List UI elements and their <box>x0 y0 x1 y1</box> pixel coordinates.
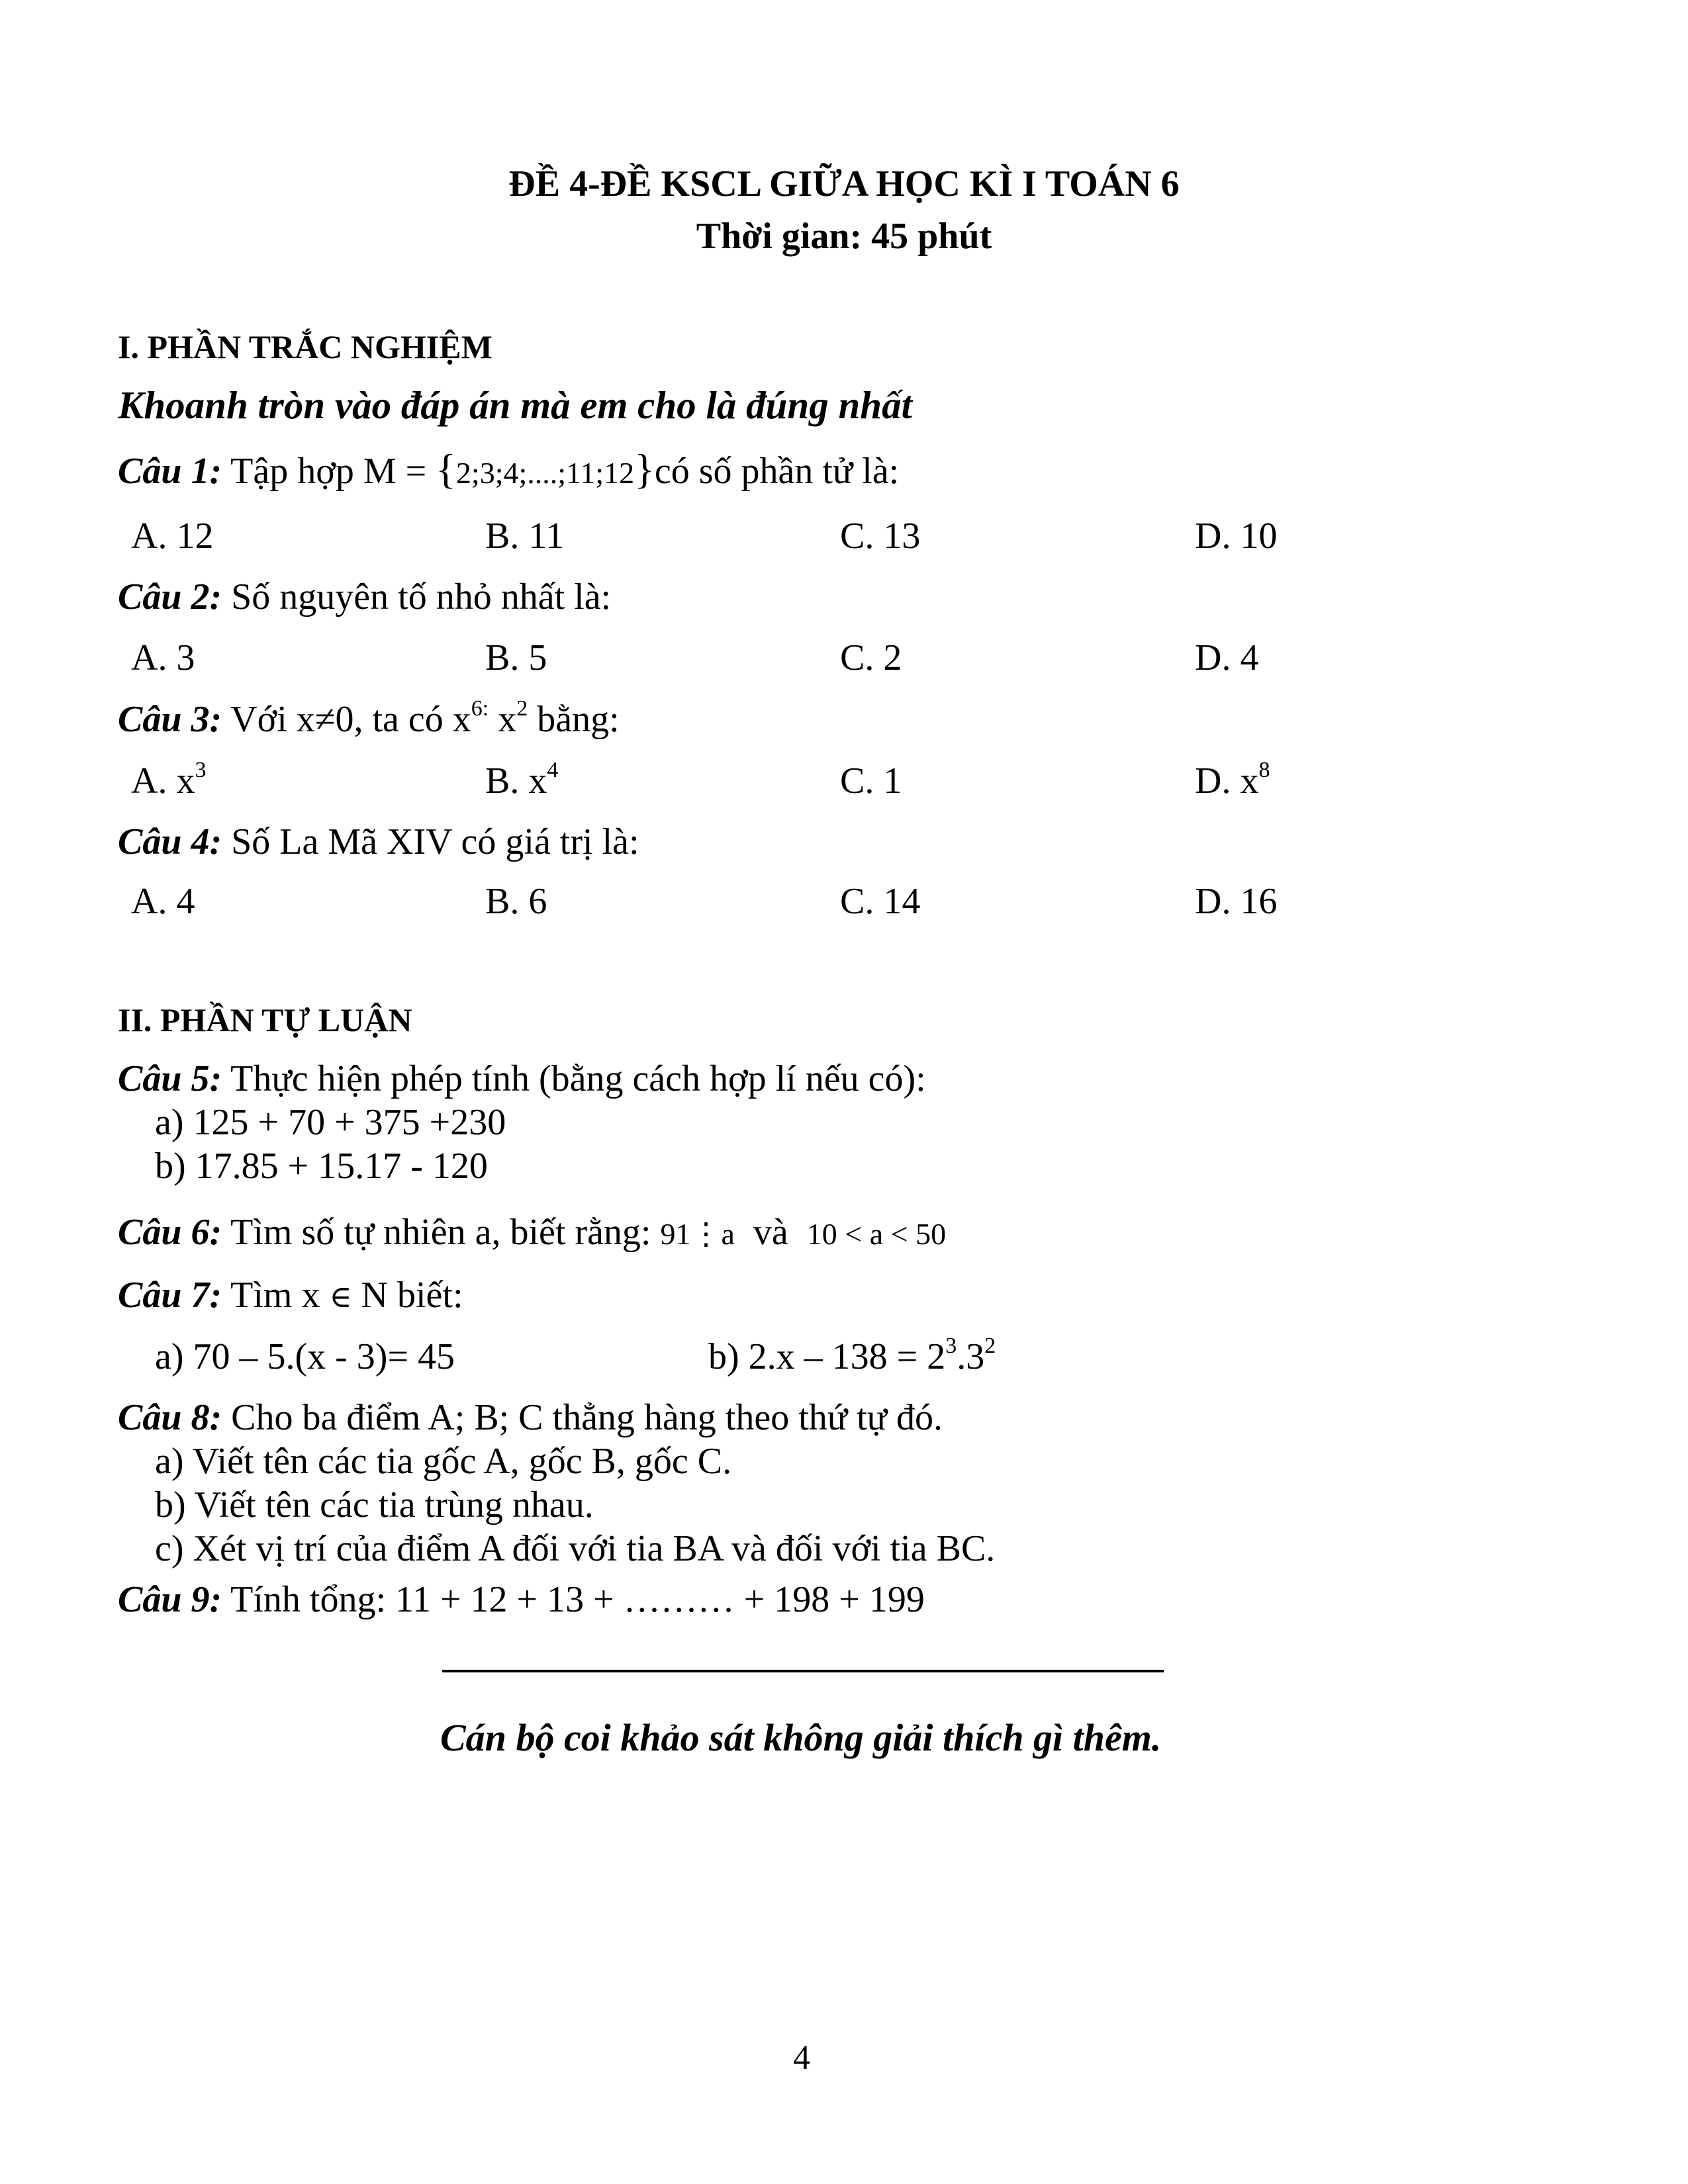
question-1: Câu 1: Tập hợp M = {2;3;4;....;11;12}có số phần tử là: <box>118 445 900 492</box>
option-b[interactable]: B. $x^4$ <box>485 758 559 801</box>
question-7-part-a: a) 70 – 5.(x - 3)= 45 <box>155 1336 455 1377</box>
footer-note: Cán bộ coi khảo sát không giải thích gì thêm. <box>440 1716 1162 1759</box>
question-2: Câu 2: Số nguyên tố nhỏ nhất là: <box>118 576 612 617</box>
option-a[interactable]: A. $x^3$ <box>131 758 207 801</box>
question-label: Câu 6: <box>118 1212 222 1253</box>
question-label: Câu 8: <box>118 1397 222 1438</box>
option-c[interactable]: C. 2 <box>840 637 902 678</box>
question-7: Câu 7: Tìm x ∈ N biết: <box>118 1275 463 1316</box>
question-7-part-b: b) $2.x - 138 = 2^3.3^2$ <box>708 1334 996 1377</box>
option-d[interactable]: D. 16 <box>1195 881 1278 922</box>
instruction: Khoanh tròn vào đáp án mà em cho là đúng nhất <box>118 383 912 427</box>
option-c[interactable]: C. 13 <box>840 516 921 557</box>
question-label: Câu 7: <box>118 1275 222 1316</box>
page-title: ĐỀ 4-ĐỀ KSCL GIỮA HỌC KÌ I TOÁN 6 <box>508 163 1180 205</box>
question-8-part-c: c) Xét vị trí của điểm A đối với tia BA và đối với tia BC. <box>155 1528 996 1569</box>
question-5-part-a: a) 125 + 70 + 375 +230 <box>155 1102 506 1143</box>
option-d[interactable]: D. 4 <box>1195 637 1259 678</box>
option-b[interactable]: B. 5 <box>485 637 547 678</box>
section-heading-essay: II. PHẦN TỰ LUẬN <box>118 1001 412 1038</box>
divider <box>442 1670 1164 1672</box>
option-a[interactable]: A. 4 <box>131 881 195 922</box>
option-b[interactable]: B. 11 <box>485 516 565 557</box>
option-c[interactable]: C. 1 <box>840 760 902 801</box>
option-d[interactable]: D. $x^8$ <box>1195 758 1270 801</box>
question-3: Câu 3: Với x≠0, ta có $x^{6:}$ $x^2$ bằng: <box>118 696 620 740</box>
time-limit: Thời gian: 45 phút <box>696 216 992 257</box>
question-8-part-a: a) Viết tên các tia gốc A, gốc B, gốc C. <box>155 1441 732 1482</box>
option-a[interactable]: A. 12 <box>131 516 214 557</box>
condition-divisible: 91⋮a <box>660 1217 735 1251</box>
question-8-part-b: b) Viết tên các tia trùng nhau. <box>155 1484 594 1525</box>
question-6: Câu 6: Tìm số tự nhiên a, biết rằng: 91⋮a và 10 < a < 50 <box>118 1212 947 1253</box>
question-5-part-b: b) 17.85 + 15.17 - 120 <box>155 1146 488 1187</box>
condition-range: 10 < a < 50 <box>806 1217 947 1251</box>
set-content: 2;3;4;....;11;12 <box>455 456 635 490</box>
option-d[interactable]: D. 10 <box>1195 516 1278 557</box>
question-label: Câu 9: <box>118 1579 222 1620</box>
question-8: Câu 8: Cho ba điểm A; B; C thẳng hàng theo thứ tự đó. <box>118 1397 943 1438</box>
option-c[interactable]: C. 14 <box>840 881 921 922</box>
question-4: Câu 4: Số La Mã XIV có giá trị là: <box>118 821 639 862</box>
section-heading-multiple-choice: I. PHẦN TRẮC NGHIỆM <box>118 328 492 365</box>
option-b[interactable]: B. 6 <box>485 881 547 922</box>
question-label: Câu 4: <box>118 821 222 862</box>
question-5: Câu 5: Thực hiện phép tính (bằng cách hợp lí nếu có): <box>118 1058 926 1099</box>
page-number: 4 <box>793 2039 810 2077</box>
question-9: Câu 9: Tính tổng: 11 + 12 + 13 + ……… + 198 + 199 <box>118 1579 925 1620</box>
question-label: Câu 3: <box>118 699 222 740</box>
question-label: Câu 5: <box>118 1058 222 1099</box>
question-label: Câu 2: <box>118 576 222 617</box>
question-label: Câu 1: <box>118 451 222 492</box>
option-a[interactable]: A. 3 <box>131 637 195 678</box>
